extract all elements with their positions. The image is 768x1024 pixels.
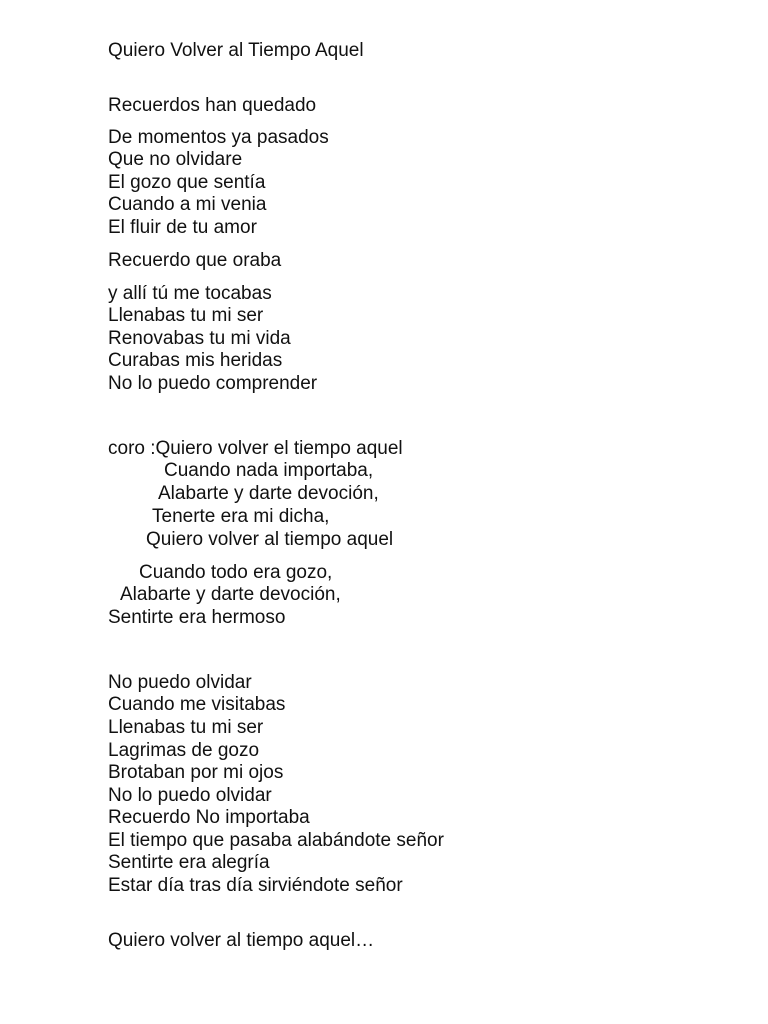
verse1-line-1: Recuerdos han quedado: [108, 95, 317, 116]
chorus-line-6: Cuando todo era gozo,: [139, 562, 333, 583]
chorus-line-2: Cuando nada importaba,: [164, 460, 374, 481]
verse1-line-5: Cuando a mi venia: [108, 194, 267, 215]
verse1-line-7: Recuerdo que oraba: [108, 250, 282, 271]
verse2-line-7: Recuerdo No importaba: [108, 807, 310, 828]
verse2-line-2: Cuando me visitabas: [108, 694, 286, 715]
verse2-line-5: Brotaban por mi ojos: [108, 762, 284, 783]
verse1-line-6: El fluir de tu amor: [108, 217, 257, 238]
verse2-line-6: No lo puedo olvidar: [108, 785, 272, 806]
verse2-line-3: Llenabas tu mi ser: [108, 717, 264, 738]
chorus-line-8: Sentirte era hermoso: [108, 607, 286, 628]
verse2-line-9: Sentirte era alegría: [108, 852, 270, 873]
verse2-line-4: Lagrimas de gozo: [108, 740, 260, 761]
verse1-line-2: De momentos ya pasados: [108, 127, 329, 148]
verse2-line-10: Estar día tras día sirviéndote señor: [108, 875, 403, 896]
chorus-line-1: coro :Quiero volver el tiempo aquel: [108, 438, 403, 459]
chorus-line-4: Tenerte era mi dicha,: [152, 506, 330, 527]
verse1-line-12: No lo puedo comprender: [108, 373, 318, 394]
verse1-line-10: Renovabas tu mi vida: [108, 328, 291, 349]
verse2-line-8: El tiempo que pasaba alabándote señor: [108, 830, 444, 851]
verse1-line-3: Que no olvidare: [108, 149, 243, 170]
verse2-line-1: No puedo olvidar: [108, 672, 252, 693]
chorus-line-5: Quiero volver al tiempo aquel: [146, 529, 394, 550]
verse1-line-9: Llenabas tu mi ser: [108, 305, 264, 326]
song-title: Quiero Volver al Tiempo Aquel: [108, 40, 364, 61]
chorus-line-7: Alabarte y darte devoción,: [120, 584, 341, 605]
chorus-line-3: Alabarte y darte devoción,: [158, 483, 379, 504]
verse1-line-8: y allí tú me tocabas: [108, 283, 272, 304]
verse1-line-11: Curabas mis heridas: [108, 350, 283, 371]
closing-line: Quiero volver al tiempo aquel…: [108, 930, 375, 951]
verse1-line-4: El gozo que sentía: [108, 172, 266, 193]
